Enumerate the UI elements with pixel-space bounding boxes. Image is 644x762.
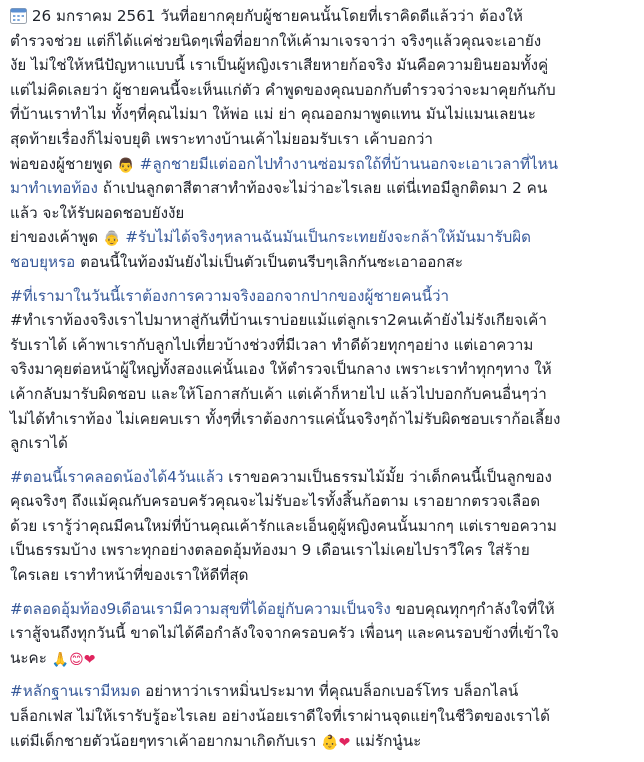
post-text: อย่าหาว่าเราหมิ่นประมาท ที่คุณบล็อกเบอร์โทร บล็อกไลน์: [140, 682, 519, 701]
hashtag-link[interactable]: #ลูกชายมีแต่ออกไปทำงานซ่อมรถใถ้ที่บ้านนอกจะเอาเวลาที่ไหน: [134, 154, 559, 173]
post-text: เราสู้จนถึงทุกวันนี้ ขาดไม่ได้คือกำลังใจจากครอบครัว เพื่อนๆ และคนรอบข้างที่เข้าใจ: [10, 624, 559, 643]
hashtag-link[interactable]: #ตลอดอุ้มท้อง9เดือนเรามีความสุขที่ได้อยู่กับความเป็นจริง: [10, 599, 391, 618]
post-text: วันที่อยากคุยกับผู้ชายคนนั้นโดยที่เราคิดดีแล้วว่า ต้องให้: [155, 7, 523, 25]
paragraph-1: [10, 4, 636, 275]
post-text: รับเราได้ เค้าพาเรากับลูกไปเที่ยวบ้างช่วงที่มีเวลา ทำดีด้วยทุกๆอย่าง แต่เอาความ: [10, 335, 534, 354]
post-text: ด้วย เรารู้ว่าคุณมีคนใหม่ที่บ้านคุณเค้ารักและเอ็นดูผู้หญิงคนนั้นมากๆ แต่เราขอความ: [10, 516, 557, 535]
paragraph-4: [10, 597, 636, 671]
post-date: 26 มกราคม 2561: [31, 7, 156, 25]
post-text: แต่มีเด็กชายตัวน้อยๆทราเค้าอยากมาเกิดกับเรา: [10, 731, 322, 750]
post-text: ใครเลย เราทำหน้าที่ของเราให้ดีที่สุด: [10, 566, 249, 585]
post-text: นะคะ: [10, 648, 52, 667]
post-text: ที่บ้านเราทำไม ทั้งๆที่คุณไม่มา ให้พ่อ แม่ ย่า คุณออกมาพูดแทน มันไม่แมนเลยนะ: [10, 105, 536, 124]
baby-heart-emoji-icon: 👶❤: [321, 734, 351, 751]
hashtag-link[interactable]: #ที่เรามาในวันนี้เราต้องการความจริงออกจากปากของผู้ชายคนนี้ว่า: [10, 286, 450, 305]
post-text: สุดท้ายเรื่องก็ไม่จบยุติ เพราะทางบ้านเค้าไม่ยอมรับเรา เค้าบอกว่า: [10, 129, 433, 148]
post-text: เค้ากลับมารับผิดชอบ และให้โอกาสกับเค้า แต่เค้าก็หายไป แล้วไปบอกกับคนอื่นๆว่า: [10, 384, 547, 403]
paragraph-5: [10, 679, 636, 753]
old-woman-emoji-icon: 👵: [102, 231, 121, 248]
calendar-icon: [10, 7, 27, 24]
post-text: งัย ไม่ใช่ให้หนีปัญหาแบบนี้ เราเป็นผู้หญิงเราเสียหายก้อจริง มันคือความยินยอมทั้งคู่: [10, 56, 549, 75]
paragraph-2: [10, 284, 636, 456]
hashtag-link[interactable]: ชอบยุหรอ: [10, 252, 76, 271]
post-text: จริงมาคุยต่อหน้าผู้ใหญ่ทั้งสองแค่นั้นเอง ให้ตำรวจเป็นกลาง เพราะเราทำทุกๆทาง ให้: [10, 360, 552, 379]
hashtag-link[interactable]: #รับไม่ได้จริงๆหลานฉันมันเป็นกระเทยยังจะกล้าให้มันมารับผิด: [120, 228, 532, 247]
hashtag-link[interactable]: #ตอนนี้เราคลอดน้องได้4วันแล้ว: [10, 467, 224, 486]
post-text: พ่อของผู้ชายพูด: [10, 154, 113, 173]
paragraph-3: [10, 465, 636, 588]
hashtag-link[interactable]: #หลักฐานเรามีหมด: [10, 682, 141, 701]
post-text: แม่รักนู๋นะ: [350, 731, 422, 750]
post-text: เป็นธรรมบ้าง เพราะทุกอย่างตลอดอุ้มท้องมา 9 เดือนเราไม่เคยไปราวีใคร ใส่ร้าย: [10, 541, 530, 560]
post-text: #ทำเราท้องจริงเราไปมาหาสู่กันที่บ้านเราบ่อยแม้แต่ลูกเรา2คนเค้ายังไม่รังเกียจเค้า: [10, 311, 547, 330]
post-text: ลูกเราได้: [10, 434, 68, 453]
post-text: แต่ไม่คิดเลยว่า ผู้ชายคนนี้จะเห็นแก่ตัว คำพูดของคุณบอกกับตำรวจว่าจะมาคุยกันกับ: [10, 80, 556, 99]
hashtag-link[interactable]: มาทำเทอท้อง: [10, 179, 98, 198]
post-text: ตอนนี้ในท้องมันยังไม่เป็นตัวเป็นตนรีบๆเลิกกันซะเอาออกสะ: [75, 252, 464, 271]
post-text: ขอบคุณทุกๆกำลังใจที่ให้: [390, 599, 555, 618]
post-text: ถ้าเปนลูกตาสีตาสาทำท้องจะไม่ว่าอะไรเลย แต่นี่เทอมีลูกติดมา 2 คน: [97, 179, 548, 198]
post-text: ย่าของเค้าพูด: [10, 228, 99, 247]
post-text: แล้ว จะให้รับผอดชอบยังงัย: [10, 203, 185, 222]
post-text: ตำรวจช่วย แต่ก็ได้แค่ช่วยนิดๆเพื่อที่อยากให้เค้ามาเจรจาว่า จริงๆแล้วคุณจะเอายัง: [10, 31, 542, 50]
old-man-emoji-icon: 👨: [117, 157, 135, 174]
pray-smile-heart-emoji-icon: 🙏😊❤: [51, 651, 96, 668]
post-text: บล็อกเฟส ไม่ให้เรารับรู้อะไรเลย อย่างน้อยเราดีใจที่เราผ่านจุดแย่ๆในชีวิตของเราได้: [10, 707, 551, 726]
post-text: เราขอความเป็นธรรมไม้มั้ย ว่าเด็กคนนี้เป็นลูกของ: [223, 467, 552, 486]
post-text: คุณจริงๆ ถึงแม้คุณกับครอบครัวคุณจะไม่รับอะไรทั้งสิ้นก้อตาม เราอยากตรวจเลือด: [10, 492, 541, 511]
post-text: ไม่ได้ทำเราท้อง ไม่เคยคบเรา ทั้งๆที่เราต้องการแค่นั้นจริงๆถ้าไม่รับผิดชอบเราก้อเลี้ยง: [10, 409, 561, 428]
